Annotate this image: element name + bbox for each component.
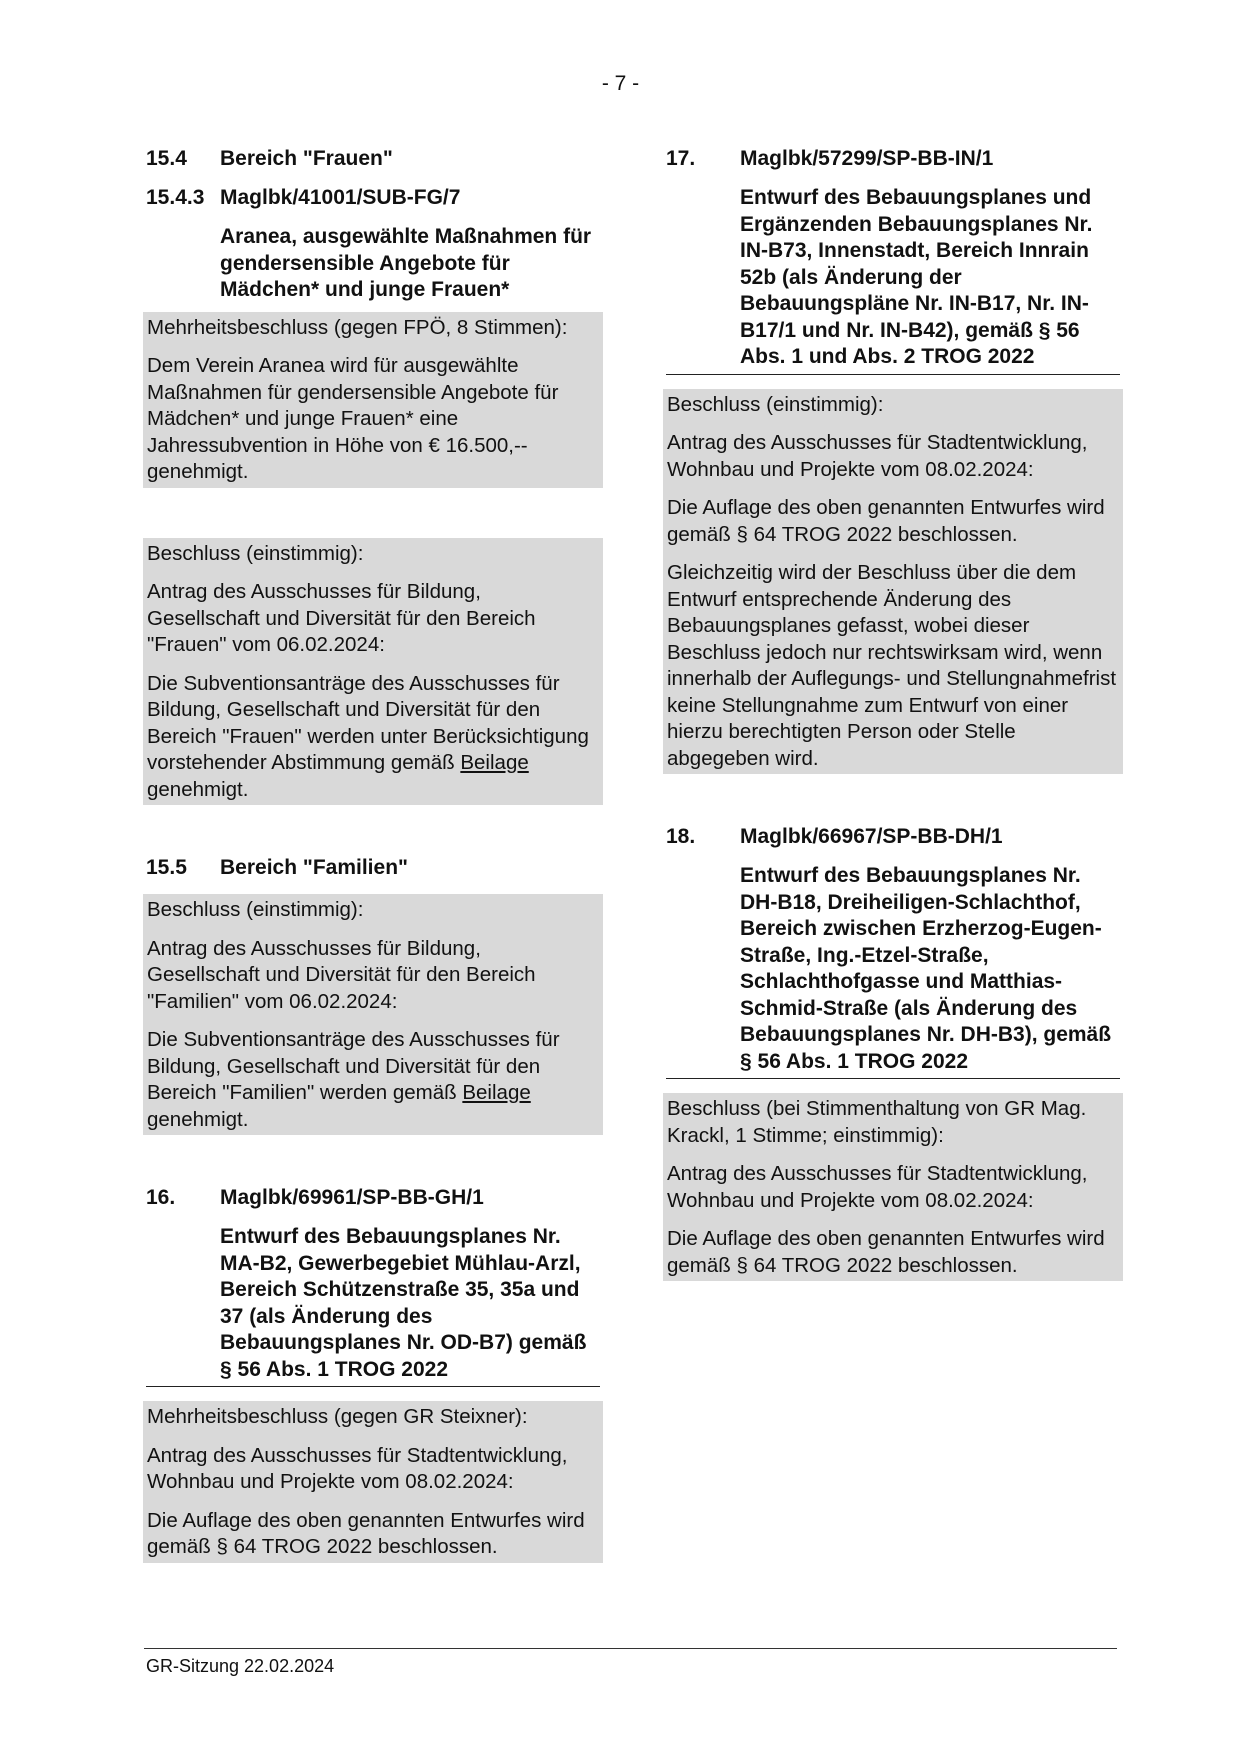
section-number: 15.4 bbox=[146, 147, 187, 170]
section-17-heading bbox=[666, 146, 1120, 172]
footer-session-date: GR-Sitzung 22.02.2024 bbox=[146, 1656, 335, 1676]
resolution-text bbox=[147, 1027, 599, 1133]
section-subtitle: Entwurf des Bebauungsplanes und Ergänzenden Bebauungsplanes Nr. IN-B73, Innenstadt, Bereich Innrain 52b (als Änderung der Bebauungspläne Nr. IN-B17, Nr. IN-B17/1 und Nr. IN-B42), gemäß § 56 Abs. 1 und Abs. 2 TROG 2022 bbox=[666, 185, 1120, 375]
section-title: Bereich "Frauen" bbox=[220, 147, 393, 170]
section-number: 18. bbox=[666, 825, 696, 848]
vote-result: Mehrheitsbeschluss (gegen GR Steixner): bbox=[147, 1405, 528, 1428]
motion-text: Antrag des Ausschusses für Bildung, Gesellschaft und Diversität für den Bereich "Familien" vom 06.02.2024: bbox=[147, 936, 536, 1013]
vote-result: Beschluss (einstimmig): bbox=[147, 898, 364, 921]
resolution-text: Die Auflage des oben genannten Entwurfes wird gemäß § 64 TROG 2022 beschlossen. bbox=[147, 1508, 585, 1558]
motion-text: Antrag des Ausschusses für Stadtentwicklung, Wohnbau und Projekte vom 08.02.2024: bbox=[667, 1162, 1088, 1212]
section-15-4-heading bbox=[146, 146, 600, 172]
resolution-text bbox=[147, 671, 599, 804]
resolution-text: Die Auflage des oben genannten Entwurfes wird gemäß § 64 TROG 2022 beschlossen. bbox=[667, 1227, 1105, 1277]
section-subtitle: Entwurf des Bebauungsplanes Nr. MA-B2, Gewerbegebiet Mühlau-Arzl, Bereich Schützenstraße 35, 35a und 37 (als Änderung des Bebauungsplanes Nr. OD-B7) gemäß § 56 Abs. 1 TROG 2022 bbox=[146, 1224, 600, 1387]
section-18-heading bbox=[666, 824, 1120, 850]
vote-result: Beschluss (bei Stimmenthaltung von GR Mag. Krackl, 1 Stimme; einstimmig): bbox=[667, 1097, 1087, 1147]
resolution-text-b: genehmigt. bbox=[147, 777, 249, 801]
section-title: Maglbk/57299/SP-BB-IN/1 bbox=[740, 147, 994, 170]
resolution-text-b: genehmigt. bbox=[147, 1107, 249, 1131]
section-subtitle: Aranea, ausgewählte Maßnahmen für gendersensible Angebote für Mädchen* und junge Frauen* bbox=[220, 225, 592, 301]
beilage-link[interactable]: Beilage bbox=[460, 751, 529, 774]
vote-result: Beschluss (einstimmig): bbox=[667, 392, 884, 416]
resolution-box bbox=[663, 1093, 1123, 1281]
vote-result: Beschluss (einstimmig): bbox=[147, 541, 364, 565]
resolution-text: Die Auflage des oben genannten Entwurfes wird gemäß § 64 TROG 2022 beschlossen. bbox=[667, 496, 1105, 546]
resolution-box bbox=[143, 1401, 603, 1563]
section-16-heading bbox=[146, 1185, 600, 1211]
section-title: Maglbk/66967/SP-BB-DH/1 bbox=[740, 825, 1003, 848]
section-title: Maglbk/69961/SP-BB-GH/1 bbox=[220, 1186, 484, 1209]
vote-result: Mehrheitsbeschluss (gegen FPÖ, 8 Stimmen): bbox=[147, 315, 568, 339]
section-subtitle: Entwurf des Bebauungsplanes Nr. DH-B18, Dreiheiligen-Schlachthof, Bereich zwischen Erzherzog-Eugen-Straße, Ing.-Etzel-Straße, Schlachthofgasse und Matthias-Schmid-Straße (als Änderung des Bebauungsplanes Nr. DH-B3), gemäß § 56 Abs. 1 TROG 2022 bbox=[666, 863, 1120, 1079]
footer-divider bbox=[144, 1648, 1117, 1649]
motion-text: Antrag des Ausschusses für Stadtentwicklung, Wohnbau und Projekte vom 08.02.2024: bbox=[147, 1443, 568, 1493]
beilage-link[interactable]: Beilage bbox=[462, 1081, 531, 1104]
page-number: - 7 - bbox=[601, 72, 640, 95]
resolution-box bbox=[663, 389, 1123, 775]
section-15-5-heading bbox=[146, 855, 600, 881]
section-title: Maglbk/41001/SUB-FG/7 bbox=[220, 186, 461, 209]
resolution-text: Dem Verein Aranea wird für ausgewählte Maßnahmen für gendersensible Angebote für Mädchen* und junge Frauen* eine Jahressubvention in Höhe von € 16.500,-- genehmigt. bbox=[147, 354, 559, 483]
section-15-4-3-heading bbox=[146, 185, 600, 211]
left-column bbox=[146, 146, 600, 1563]
section-number: 17. bbox=[666, 147, 696, 170]
resolution-text-a: Die Subventionsanträge des Ausschusses für Bildung, Gesellschaft und Diversität für den Bereich "Familien" werden gemäß bbox=[147, 1028, 560, 1104]
section-title: Bereich "Familien" bbox=[220, 856, 408, 879]
resolution-box bbox=[143, 312, 603, 488]
right-column bbox=[666, 146, 1120, 1281]
motion-text: Antrag des Ausschusses für Bildung, Gesellschaft und Diversität für den Bereich "Frauen" vom 06.02.2024: bbox=[147, 580, 536, 656]
section-number: 16. bbox=[146, 1186, 176, 1209]
section-number: 15.4.3 bbox=[146, 186, 205, 209]
motion-text: Antrag des Ausschusses für Stadtentwicklung, Wohnbau und Projekte vom 08.02.2024: bbox=[667, 431, 1088, 481]
resolution-box bbox=[143, 538, 603, 806]
section-number: 15.5 bbox=[146, 856, 187, 879]
resolution-text-2: Gleichzeitig wird der Beschluss über die dem Entwurf entsprechende Änderung des Bebauungsplanes gefasst, wobei dieser Beschluss jedoch nur rechtswirksam wird, wenn innerhalb der Auflegungs- und Stellungnahmefrist keine Stellungnahme zum Entwurf von einer hierzu berechtigten Person oder Stelle abgegeben wird. bbox=[667, 561, 1117, 770]
resolution-text-a: Die Subventionsanträge des Ausschusses für Bildung, Gesellschaft und Diversität für den Bereich "Frauen" werden unter Berücksichtigung vorstehender Abstimmung gemäß bbox=[147, 671, 589, 774]
resolution-box bbox=[143, 894, 603, 1135]
